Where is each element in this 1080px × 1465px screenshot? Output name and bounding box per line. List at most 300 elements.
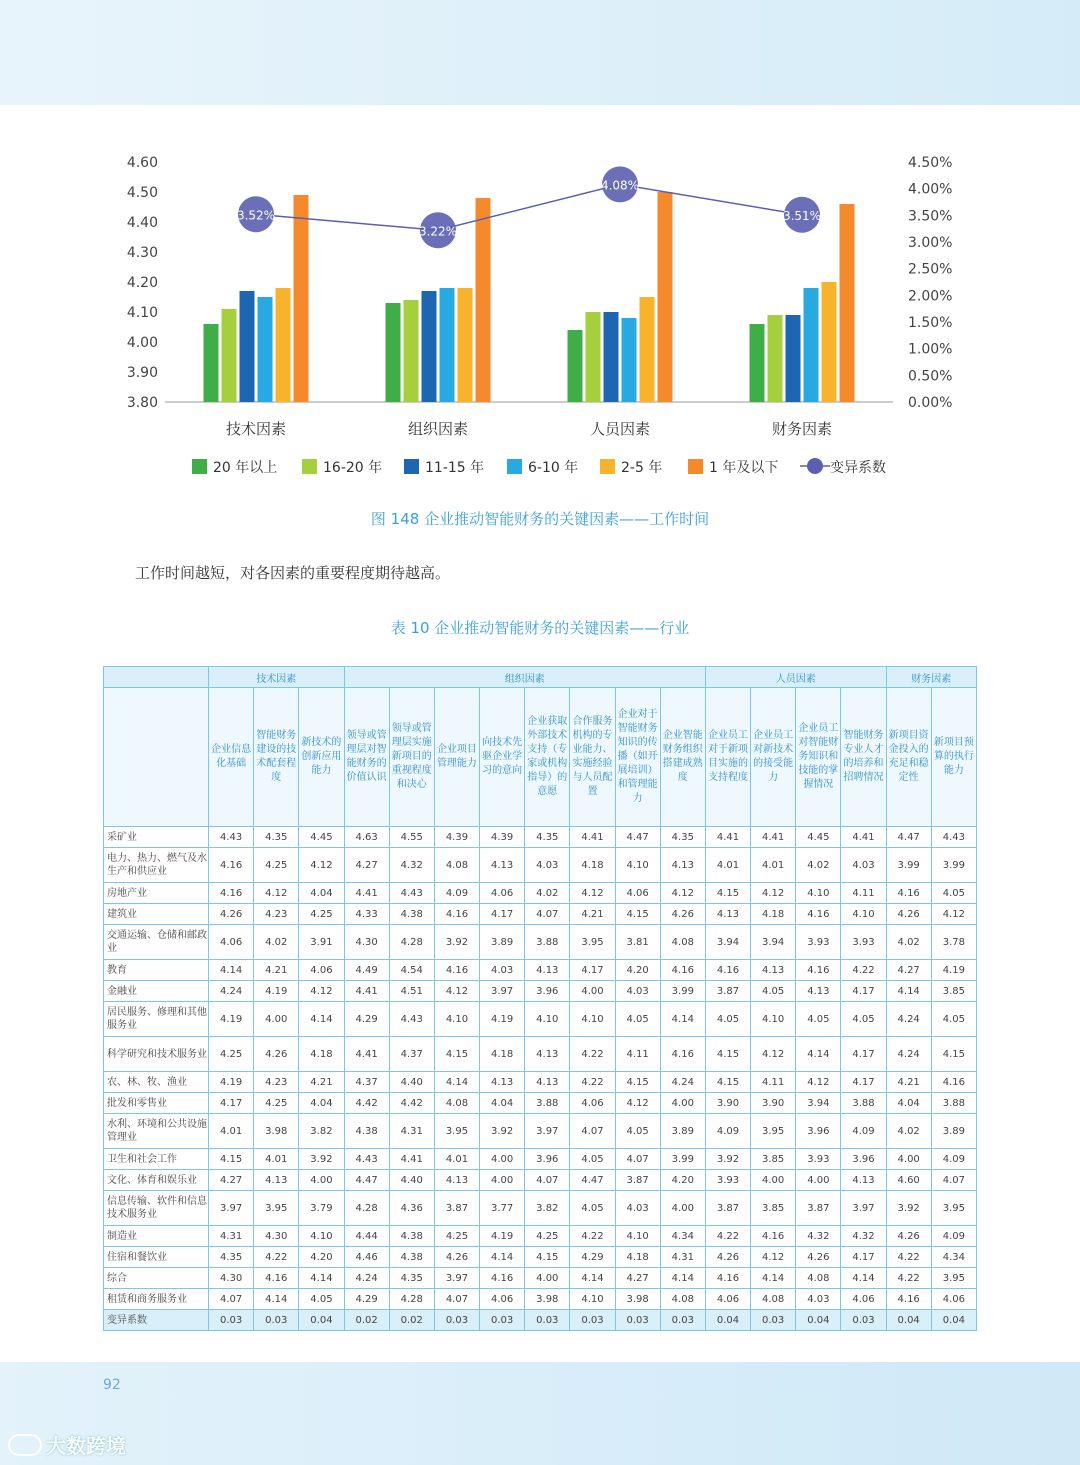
table-cell: 4.37 — [389, 1037, 434, 1072]
y-tick-label: 3.80 — [126, 395, 158, 411]
table-cell: 4.07 — [434, 1289, 479, 1310]
table-cell: 4.19 — [480, 1226, 525, 1247]
corner-cell-sub — [104, 688, 209, 827]
table-row — [104, 1226, 977, 1247]
x-tick-label: 财务因素 — [771, 420, 833, 438]
table-cell: 4.29 — [344, 1289, 389, 1310]
table-cell: 4.10 — [570, 1289, 615, 1310]
table-cell: 4.16 — [660, 1037, 705, 1072]
table-cell: 4.19 — [931, 960, 976, 981]
table-cell: 4.16 — [209, 883, 254, 904]
table-cell: 4.08 — [751, 1289, 796, 1310]
table-cell: 4.05 — [570, 1149, 615, 1170]
table-cell: 4.28 — [389, 1289, 434, 1310]
table-cell: 4.07 — [931, 1170, 976, 1191]
table-cell: 0.04 — [796, 1310, 841, 1331]
table-cell: 0.04 — [299, 1310, 344, 1331]
table-cell: 3.91 — [299, 925, 344, 960]
table-cell: 4.07 — [570, 1114, 615, 1149]
column-header: 企业信息化基础 — [209, 688, 254, 827]
table-cell: 4.09 — [434, 883, 479, 904]
table-cell: 0.04 — [886, 1310, 931, 1331]
table-cell: 4.13 — [480, 848, 525, 883]
table-cell: 4.04 — [886, 1093, 931, 1114]
table-cell: 4.00 — [660, 1191, 705, 1226]
table-cell: 3.82 — [299, 1114, 344, 1149]
industry-factor-table — [103, 666, 977, 1331]
table-cell: 4.10 — [751, 1002, 796, 1037]
bar — [222, 309, 237, 402]
column-header: 新项目资金投入的充足和稳定性 — [886, 688, 931, 827]
table-cell: 4.21 — [299, 1072, 344, 1093]
table-cell: 3.96 — [525, 1149, 570, 1170]
table-cell: 4.02 — [796, 848, 841, 883]
table-cell: 3.94 — [751, 925, 796, 960]
table-cell: 4.30 — [254, 1226, 299, 1247]
table-cell: 0.03 — [209, 1310, 254, 1331]
table-cell: 4.08 — [796, 1268, 841, 1289]
table-row — [104, 904, 977, 925]
table-cell: 4.26 — [434, 1247, 479, 1268]
table-cell: 4.27 — [209, 1170, 254, 1191]
table-cell: 3.93 — [841, 925, 886, 960]
row-label: 教育 — [104, 960, 209, 981]
y-tick-label: 4.30 — [126, 245, 158, 261]
table-cell: 3.93 — [705, 1170, 750, 1191]
table-cell: 4.19 — [209, 1072, 254, 1093]
bar — [258, 297, 273, 402]
corner-cell — [104, 667, 209, 688]
table-cell: 0.03 — [480, 1310, 525, 1331]
legend-label: 1 年及以下 — [709, 460, 779, 476]
table-cell: 4.04 — [299, 883, 344, 904]
table-cell: 3.99 — [886, 848, 931, 883]
table-cell: 4.24 — [209, 981, 254, 1002]
table-cell: 3.88 — [931, 1093, 976, 1114]
table-row — [104, 1268, 977, 1289]
table-cell: 4.12 — [254, 883, 299, 904]
table-cell: 4.11 — [615, 1037, 660, 1072]
table-cell: 4.03 — [841, 848, 886, 883]
bar — [568, 330, 583, 402]
legend-swatch — [302, 459, 317, 474]
table-cell: 4.22 — [841, 960, 886, 981]
table-cell: 4.07 — [209, 1289, 254, 1310]
table-cell: 4.12 — [751, 883, 796, 904]
table-cell: 4.14 — [480, 1247, 525, 1268]
table-cell: 4.02 — [254, 925, 299, 960]
table-cell: 4.16 — [705, 1268, 750, 1289]
table-cell: 4.12 — [570, 883, 615, 904]
table-cell: 3.88 — [525, 1093, 570, 1114]
table-cell: 4.26 — [209, 904, 254, 925]
table-cell: 4.16 — [886, 1289, 931, 1310]
table-cell: 3.87 — [434, 1191, 479, 1226]
table-cell: 3.88 — [525, 925, 570, 960]
table-cell: 3.99 — [931, 848, 976, 883]
bar — [604, 312, 619, 402]
table-cell: 4.13 — [705, 904, 750, 925]
table-cell: 4.12 — [299, 981, 344, 1002]
legend-swatch — [688, 459, 703, 474]
table-row — [104, 960, 977, 981]
table-cell: 4.14 — [434, 1072, 479, 1093]
table-cell: 4.22 — [886, 1247, 931, 1268]
table-cell: 4.26 — [796, 1247, 841, 1268]
table-cell: 4.49 — [344, 960, 389, 981]
table-cell: 4.00 — [886, 1149, 931, 1170]
table-cell: 4.17 — [209, 1093, 254, 1114]
table-cell: 4.35 — [389, 1268, 434, 1289]
table-cell: 3.77 — [480, 1191, 525, 1226]
table-cell: 4.31 — [660, 1247, 705, 1268]
table-cell: 4.03 — [615, 1191, 660, 1226]
table-cell: 3.82 — [525, 1191, 570, 1226]
table-row — [104, 1002, 977, 1037]
legend-label: 20 年以上 — [213, 460, 278, 476]
bar — [586, 312, 601, 402]
table-cell: 3.92 — [480, 1114, 525, 1149]
table-cell: 4.47 — [570, 1170, 615, 1191]
legend-swatch — [507, 459, 522, 474]
table-cell: 4.16 — [796, 904, 841, 925]
y2-tick-label: 0.50% — [908, 368, 953, 385]
legend-label: 2-5 年 — [621, 460, 663, 476]
table-row — [104, 827, 977, 848]
table-cell: 4.35 — [254, 827, 299, 848]
table-cell: 4.05 — [615, 1114, 660, 1149]
table-cell: 4.27 — [344, 848, 389, 883]
table-cell: 4.06 — [209, 925, 254, 960]
table-cell: 4.16 — [434, 960, 479, 981]
bar — [404, 300, 419, 402]
row-label: 住宿和餐饮业 — [104, 1247, 209, 1268]
row-label: 电力、热力、燃气及水生产和供应业 — [104, 848, 209, 883]
table-cell: 4.05 — [796, 1002, 841, 1037]
table-cell: 4.05 — [570, 1191, 615, 1226]
table-cell: 4.16 — [931, 1072, 976, 1093]
y2-tick-label: 4.50% — [908, 155, 953, 171]
table-cell: 0.03 — [525, 1310, 570, 1331]
table-cell: 3.98 — [525, 1289, 570, 1310]
bar — [386, 303, 401, 402]
table-cell: 4.16 — [705, 960, 750, 981]
table-cell: 3.98 — [615, 1289, 660, 1310]
table-column-header-row — [104, 688, 977, 827]
table-cell: 4.04 — [480, 1093, 525, 1114]
table-cell: 4.55 — [389, 827, 434, 848]
table-cell: 4.41 — [389, 1149, 434, 1170]
table-cell: 4.13 — [751, 960, 796, 981]
table-cell: 4.12 — [434, 981, 479, 1002]
y-tick-label: 4.50 — [126, 185, 158, 201]
table-row — [104, 1149, 977, 1170]
bar — [294, 195, 309, 402]
y-tick-label: 3.90 — [126, 365, 158, 381]
table-cell: 4.31 — [209, 1226, 254, 1247]
table-cell: 3.93 — [796, 1149, 841, 1170]
table-cell: 4.12 — [660, 883, 705, 904]
table-cell: 4.01 — [254, 1149, 299, 1170]
table-cell: 4.27 — [886, 960, 931, 981]
table-cell: 4.08 — [660, 925, 705, 960]
table-row — [104, 1170, 977, 1191]
y-tick-label: 4.10 — [126, 305, 158, 321]
table-cell: 4.40 — [389, 1072, 434, 1093]
column-header: 领导或管理层对智能财务的价值认识 — [344, 688, 389, 827]
table-cell: 4.15 — [434, 1037, 479, 1072]
bar-line-chart — [0, 140, 1080, 500]
table-cell: 4.06 — [931, 1289, 976, 1310]
table-cell: 4.38 — [389, 904, 434, 925]
table-cell: 4.26 — [886, 1226, 931, 1247]
row-label: 信息传输、软件和信息技术服务业 — [104, 1191, 209, 1226]
bar — [440, 288, 455, 402]
table-cell: 3.90 — [705, 1093, 750, 1114]
table-cell: 4.15 — [525, 1247, 570, 1268]
table-cell: 3.96 — [796, 1114, 841, 1149]
table-row — [104, 1037, 977, 1072]
table-cell: 4.22 — [705, 1226, 750, 1247]
table-cell: 4.06 — [299, 960, 344, 981]
table-cell: 4.25 — [434, 1226, 479, 1247]
table-cell: 4.20 — [615, 960, 660, 981]
table-cell: 4.39 — [480, 827, 525, 848]
table-cell: 4.35 — [209, 1247, 254, 1268]
legend-label: 16-20 年 — [323, 460, 383, 476]
table-caption: 表 10 企业推动智能财务的关键因素——行业 — [390, 619, 690, 637]
table-cell: 3.97 — [525, 1114, 570, 1149]
table-cell: 4.12 — [751, 1037, 796, 1072]
table-cell: 4.26 — [660, 904, 705, 925]
table-cell: 4.18 — [480, 1037, 525, 1072]
table-cell: 4.25 — [254, 1093, 299, 1114]
table-cell: 4.13 — [480, 1072, 525, 1093]
table-cell: 4.15 — [705, 1037, 750, 1072]
table-cell: 4.10 — [841, 904, 886, 925]
table-cell: 4.10 — [615, 1226, 660, 1247]
bar — [822, 282, 837, 402]
table-cell: 4.06 — [615, 883, 660, 904]
column-header: 向技术先驱企业学习的意向 — [480, 688, 525, 827]
table-cell: 3.94 — [705, 925, 750, 960]
table-cell: 3.79 — [299, 1191, 344, 1226]
table-cell: 3.85 — [751, 1191, 796, 1226]
table-cell: 4.63 — [344, 827, 389, 848]
table-cell: 4.17 — [570, 960, 615, 981]
table-cell: 4.25 — [525, 1226, 570, 1247]
table-cell: 4.16 — [254, 1268, 299, 1289]
table-cell: 4.00 — [570, 981, 615, 1002]
table-cell: 3.85 — [751, 1149, 796, 1170]
table-cell: 4.00 — [525, 1268, 570, 1289]
table-cell: 0.03 — [660, 1310, 705, 1331]
table-cell: 4.41 — [841, 827, 886, 848]
table-row — [104, 1114, 977, 1149]
bar — [422, 291, 437, 402]
table-cell: 4.30 — [344, 925, 389, 960]
table-cell: 4.07 — [525, 1170, 570, 1191]
row-label: 金融业 — [104, 981, 209, 1002]
table-cell: 0.03 — [615, 1310, 660, 1331]
table-cell: 4.06 — [480, 883, 525, 904]
y2-tick-label: 4.00% — [908, 181, 953, 198]
table-cell: 3.96 — [525, 981, 570, 1002]
table-cell: 0.02 — [344, 1310, 389, 1331]
table-cell: 4.00 — [299, 1170, 344, 1191]
table-cell: 4.00 — [796, 1170, 841, 1191]
table-cell: 3.89 — [931, 1114, 976, 1149]
table-cell: 3.89 — [480, 925, 525, 960]
column-header: 企业智能财务组织搭建成熟度 — [660, 688, 705, 827]
legend-label: 6-10 年 — [528, 460, 579, 476]
table-cell: 4.05 — [931, 883, 976, 904]
table-cell: 0.04 — [705, 1310, 750, 1331]
table-cell: 4.34 — [660, 1226, 705, 1247]
legend-label: 变异系数 — [830, 460, 886, 476]
table-cell: 3.81 — [615, 925, 660, 960]
table-cell: 4.00 — [751, 1170, 796, 1191]
row-label: 综合 — [104, 1268, 209, 1289]
table-cell: 4.37 — [344, 1072, 389, 1093]
y2-tick-label: 3.00% — [908, 235, 953, 251]
brand-logo — [8, 1430, 126, 1459]
table-cell: 4.03 — [525, 848, 570, 883]
table-cell: 4.29 — [344, 1002, 389, 1037]
column-header: 企业员工对于新项目实施的支持程度 — [705, 688, 750, 827]
table-cell: 3.90 — [751, 1093, 796, 1114]
table-cell: 4.00 — [480, 1170, 525, 1191]
table-cell: 4.22 — [254, 1247, 299, 1268]
table-cell: 4.14 — [570, 1268, 615, 1289]
table-cell: 4.07 — [525, 904, 570, 925]
table-cell: 4.13 — [434, 1170, 479, 1191]
table-cell: 0.02 — [389, 1310, 434, 1331]
table-cell: 4.08 — [660, 1289, 705, 1310]
table-cell: 4.00 — [660, 1093, 705, 1114]
table-cell: 4.25 — [299, 904, 344, 925]
table-cell: 4.15 — [931, 1037, 976, 1072]
table-cell: 4.43 — [931, 827, 976, 848]
table-cell: 4.32 — [841, 1226, 886, 1247]
column-header: 新技术的创新应用能力 — [299, 688, 344, 827]
table-cell: 4.09 — [931, 1149, 976, 1170]
table-cell: 4.05 — [931, 1002, 976, 1037]
row-label: 居民服务、修理和其他服务业 — [104, 1002, 209, 1037]
table-cell: 4.28 — [344, 1191, 389, 1226]
table-cell: 4.17 — [841, 1072, 886, 1093]
table-cell: 4.13 — [525, 960, 570, 981]
table-cell: 4.12 — [615, 1093, 660, 1114]
table-cell: 4.16 — [209, 848, 254, 883]
table-cell: 4.01 — [209, 1114, 254, 1149]
group-header-finance: 财务因素 — [886, 667, 976, 688]
table-cell: 4.17 — [480, 904, 525, 925]
table-cell: 4.18 — [299, 1037, 344, 1072]
column-header: 智能财务专业人才的培养和招聘情况 — [841, 688, 886, 827]
table-cell: 3.95 — [570, 925, 615, 960]
table-cell: 4.45 — [796, 827, 841, 848]
table-cell: 4.06 — [480, 1289, 525, 1310]
table-cell: 4.05 — [615, 1002, 660, 1037]
table-cell: 3.92 — [705, 1149, 750, 1170]
y-tick-label: 4.00 — [126, 335, 158, 351]
table-cell: 4.12 — [299, 848, 344, 883]
table-cell: 4.13 — [660, 848, 705, 883]
table-cell: 4.21 — [886, 1072, 931, 1093]
table-cell: 4.09 — [841, 1114, 886, 1149]
table-cell: 4.51 — [389, 981, 434, 1002]
table-cell: 4.16 — [434, 904, 479, 925]
cv-data-label: 3.22% — [418, 224, 458, 239]
table-cell: 3.92 — [886, 1191, 931, 1226]
table-cell: 4.05 — [299, 1289, 344, 1310]
table-cell: 4.40 — [389, 1170, 434, 1191]
row-label: 租赁和商务服务业 — [104, 1289, 209, 1310]
table-cell: 3.87 — [796, 1191, 841, 1226]
table-cell: 3.96 — [841, 1149, 886, 1170]
y2-tick-label: 1.00% — [908, 341, 953, 358]
bar — [240, 291, 255, 402]
table-cell: 4.26 — [254, 1037, 299, 1072]
table-cell: 4.11 — [841, 883, 886, 904]
table-cell: 4.24 — [660, 1072, 705, 1093]
table-cell: 4.17 — [841, 1037, 886, 1072]
bar — [476, 198, 491, 402]
table-cell: 4.13 — [841, 1170, 886, 1191]
table-cell: 4.02 — [886, 1114, 931, 1149]
row-label: 科学研究和技术服务业 — [104, 1037, 209, 1072]
table-cell: 4.20 — [299, 1247, 344, 1268]
table-cell: 4.41 — [705, 827, 750, 848]
x-tick-label: 人员因素 — [589, 420, 651, 438]
table-row — [104, 1247, 977, 1268]
brand-mark-icon — [8, 1434, 42, 1456]
row-label: 农、林、牧、渔业 — [104, 1072, 209, 1093]
table-cell: 4.13 — [525, 1037, 570, 1072]
table-cell: 4.28 — [389, 925, 434, 960]
table-cell: 4.11 — [751, 1072, 796, 1093]
row-label: 卫生和社会工作 — [104, 1149, 209, 1170]
table-cell: 3.87 — [705, 1191, 750, 1226]
cv-data-label: 4.08% — [600, 178, 640, 193]
table-cell: 4.42 — [344, 1093, 389, 1114]
table-cell: 4.16 — [796, 960, 841, 981]
table-cell: 4.14 — [751, 1268, 796, 1289]
table-cell: 3.87 — [615, 1170, 660, 1191]
table-cell: 4.24 — [344, 1268, 389, 1289]
table-cell: 4.15 — [705, 1072, 750, 1093]
table-cell: 4.03 — [480, 960, 525, 981]
brand-logo-text: 大数跨境 — [46, 1434, 126, 1458]
group-header-people: 人员因素 — [705, 667, 886, 688]
bar — [786, 315, 801, 402]
table-cell: 4.01 — [705, 848, 750, 883]
table-cell: 4.01 — [434, 1149, 479, 1170]
table-cell: 4.21 — [254, 960, 299, 981]
row-label: 采矿业 — [104, 827, 209, 848]
table-cell: 3.92 — [299, 1149, 344, 1170]
table-cell: 4.35 — [660, 827, 705, 848]
table-row — [104, 1289, 977, 1310]
table-cell: 4.10 — [525, 1002, 570, 1037]
top-banner — [0, 0, 1080, 105]
table-cell: 4.43 — [344, 1149, 389, 1170]
table-cell: 4.15 — [209, 1149, 254, 1170]
table-cell: 4.14 — [660, 1002, 705, 1037]
table-cell: 4.47 — [886, 827, 931, 848]
table-cell: 4.38 — [389, 1226, 434, 1247]
